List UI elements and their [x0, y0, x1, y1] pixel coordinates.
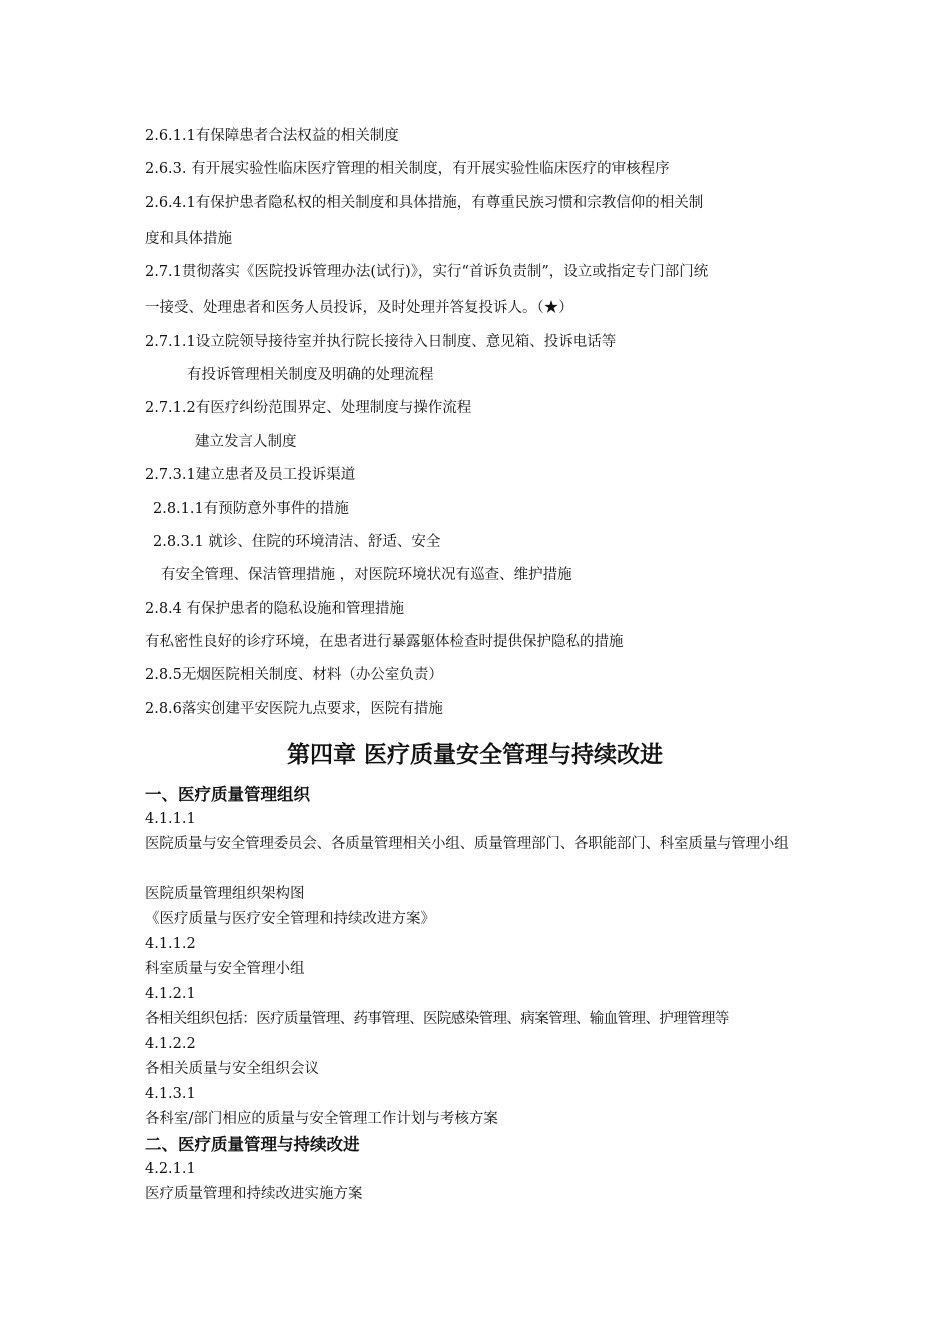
- item-code: 4.1.1.1: [145, 811, 196, 827]
- text-line: 医院质量与安全管理委员会、各质量管理相关小组、质量管理部门、各职能部门、科室质量与管理小组: [145, 836, 789, 852]
- text-line: 2.6.4.1有保护患者隐私权的相关制度和具体措施，有尊重民族习惯和宗教信仰的相关制: [145, 194, 704, 211]
- text-line: 2.8.5无烟医院相关制度、材料（办公室负责）: [145, 667, 443, 684]
- item-code: 4.2.1.1: [145, 1161, 196, 1177]
- chapter-title: 第四章 医疗质量安全管理与持续改进: [286, 742, 663, 768]
- text-line: 建立发言人制度: [195, 433, 297, 450]
- chapter-content: [145, 782, 815, 1207]
- text-line: 2.8.3.1 就诊、住院的环境清洁、舒适、安全: [153, 533, 441, 550]
- text-line: 各科室/部门相应的质量与安全管理工作计划与考核方案: [145, 1111, 498, 1127]
- text-line: 2.8.6落实创建平安医院九点要求，医院有措施: [145, 700, 443, 717]
- item-code: 4.1.1.2: [145, 936, 196, 952]
- section-heading: 一、医疗质量管理组织: [145, 785, 310, 804]
- text-line: 一接受、处理患者和医务人员投诉，及时处理并答复投诉人。（★）: [145, 300, 573, 317]
- standards-list: [145, 124, 825, 730]
- text-line: 度和具体措施: [145, 230, 232, 247]
- text-line: 各相关质量与安全组织会议: [145, 1061, 319, 1077]
- text-line: 有投诉管理相关制度及明确的处理流程: [187, 366, 434, 383]
- text-line: 科室质量与安全管理小组: [145, 961, 305, 977]
- text-line: 各相关组织包括：医疗质量管理、药事管理、医院感染管理、病案管理、输血管理、护理管理等: [145, 1011, 729, 1027]
- item-code: 4.1.2.2: [145, 1036, 196, 1052]
- section-heading: 二、医疗质量管理与持续改进: [145, 1135, 360, 1154]
- item-code: 4.1.3.1: [145, 1086, 196, 1102]
- text-line: 2.6.3. 有开展实验性临床医疗管理的相关制度，有开展实验性临床医疗的审核程序: [145, 161, 670, 178]
- text-line: 2.7.1.2有医疗纠纷范围界定、处理制度与操作流程: [145, 400, 472, 417]
- text-line: 《医疗质量与医疗安全管理和持续改进方案》: [145, 911, 435, 927]
- text-line: 医疗质量管理和持续改进实施方案: [145, 1186, 363, 1202]
- text-line: 有安全管理、保洁管理措施 ，对医院环境状况有巡查、维护措施: [161, 567, 572, 584]
- item-code: 4.1.2.1: [145, 986, 196, 1002]
- text-line: 2.7.1.1设立院领导接待室并执行院长接待入日制度、意见箱、投诉电话等: [145, 333, 617, 350]
- text-line: 2.7.1贯彻落实《医院投诉管理办法(试行)》，实行“首诉负责制”，设立或指定专门部门统: [145, 264, 709, 281]
- text-line: 2.8.4 有保护患者的隐私设施和管理措施: [145, 600, 405, 617]
- text-line: 2.7.3.1建立患者及员工投诉渠道: [145, 467, 356, 484]
- text-line: 2.8.1.1有预防意外事件的措施: [153, 500, 349, 517]
- text-line: 2.6.1.1有保障患者合法权益的相关制度: [145, 128, 399, 144]
- text-line: 医院质量管理组织架构图: [145, 886, 305, 902]
- text-line: 有私密性良好的诊疗环境，在患者进行暴露躯体检查时提供保护隐私的措施: [145, 634, 624, 651]
